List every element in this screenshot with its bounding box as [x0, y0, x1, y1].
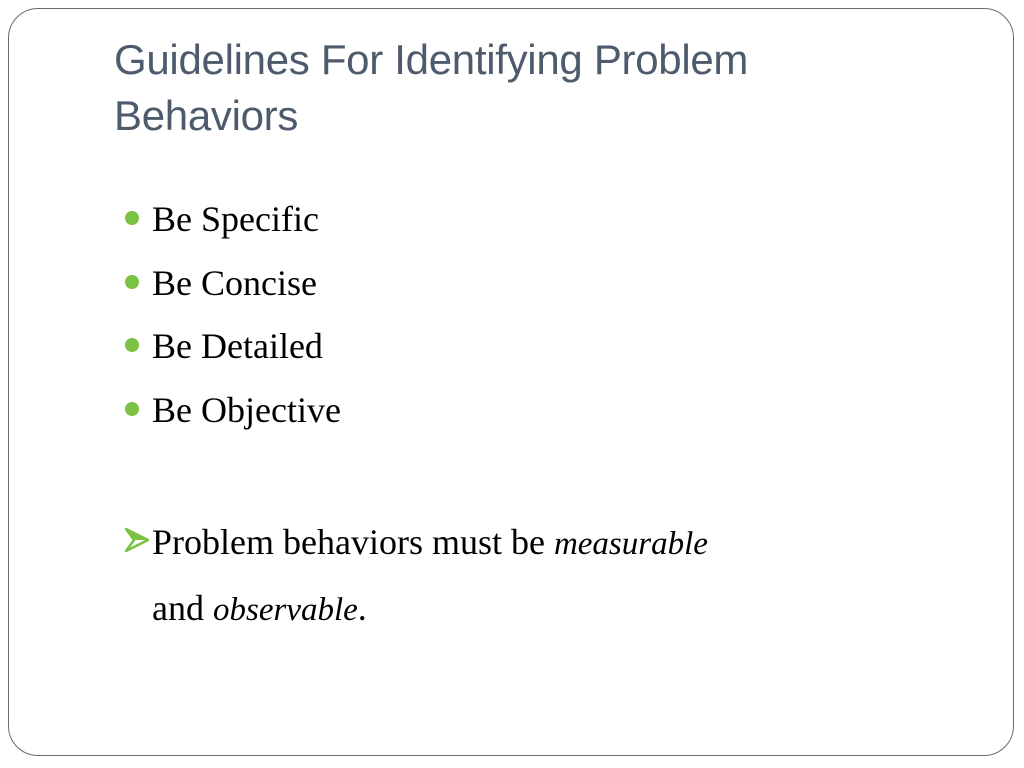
bullet-item	[122, 321, 341, 385]
title-line-1: Guidelines For Identifying Problem	[114, 36, 749, 83]
bullet-text: Be Detailed	[152, 326, 323, 366]
bullet-text: Be Objective	[152, 389, 341, 430]
slide-title	[114, 32, 934, 144]
note-line-2	[122, 576, 882, 642]
bullet-item	[122, 385, 341, 449]
bullet-item	[122, 258, 341, 322]
note-emphasis-observable: observable	[212, 592, 358, 628]
key-note	[122, 510, 882, 642]
arrowhead-bullet-icon	[124, 525, 150, 555]
green-dot-bullet-icon	[125, 338, 139, 352]
bullet-text: Be Concise	[152, 262, 317, 303]
title-line-2: Behaviors	[114, 92, 299, 139]
note-text-3: .	[357, 588, 367, 628]
note-emphasis-measurable: measurable	[553, 526, 708, 562]
note-text-1: Problem behaviors must be	[152, 522, 554, 562]
bullet-list	[122, 194, 341, 448]
note-text-2: and	[152, 588, 213, 628]
green-dot-bullet-icon	[125, 211, 139, 225]
green-dot-bullet-icon	[125, 275, 139, 289]
green-dot-bullet-icon	[125, 402, 139, 416]
bullet-item	[122, 194, 341, 258]
bullet-text: Be Specific	[152, 199, 319, 239]
note-line-1	[122, 510, 882, 576]
